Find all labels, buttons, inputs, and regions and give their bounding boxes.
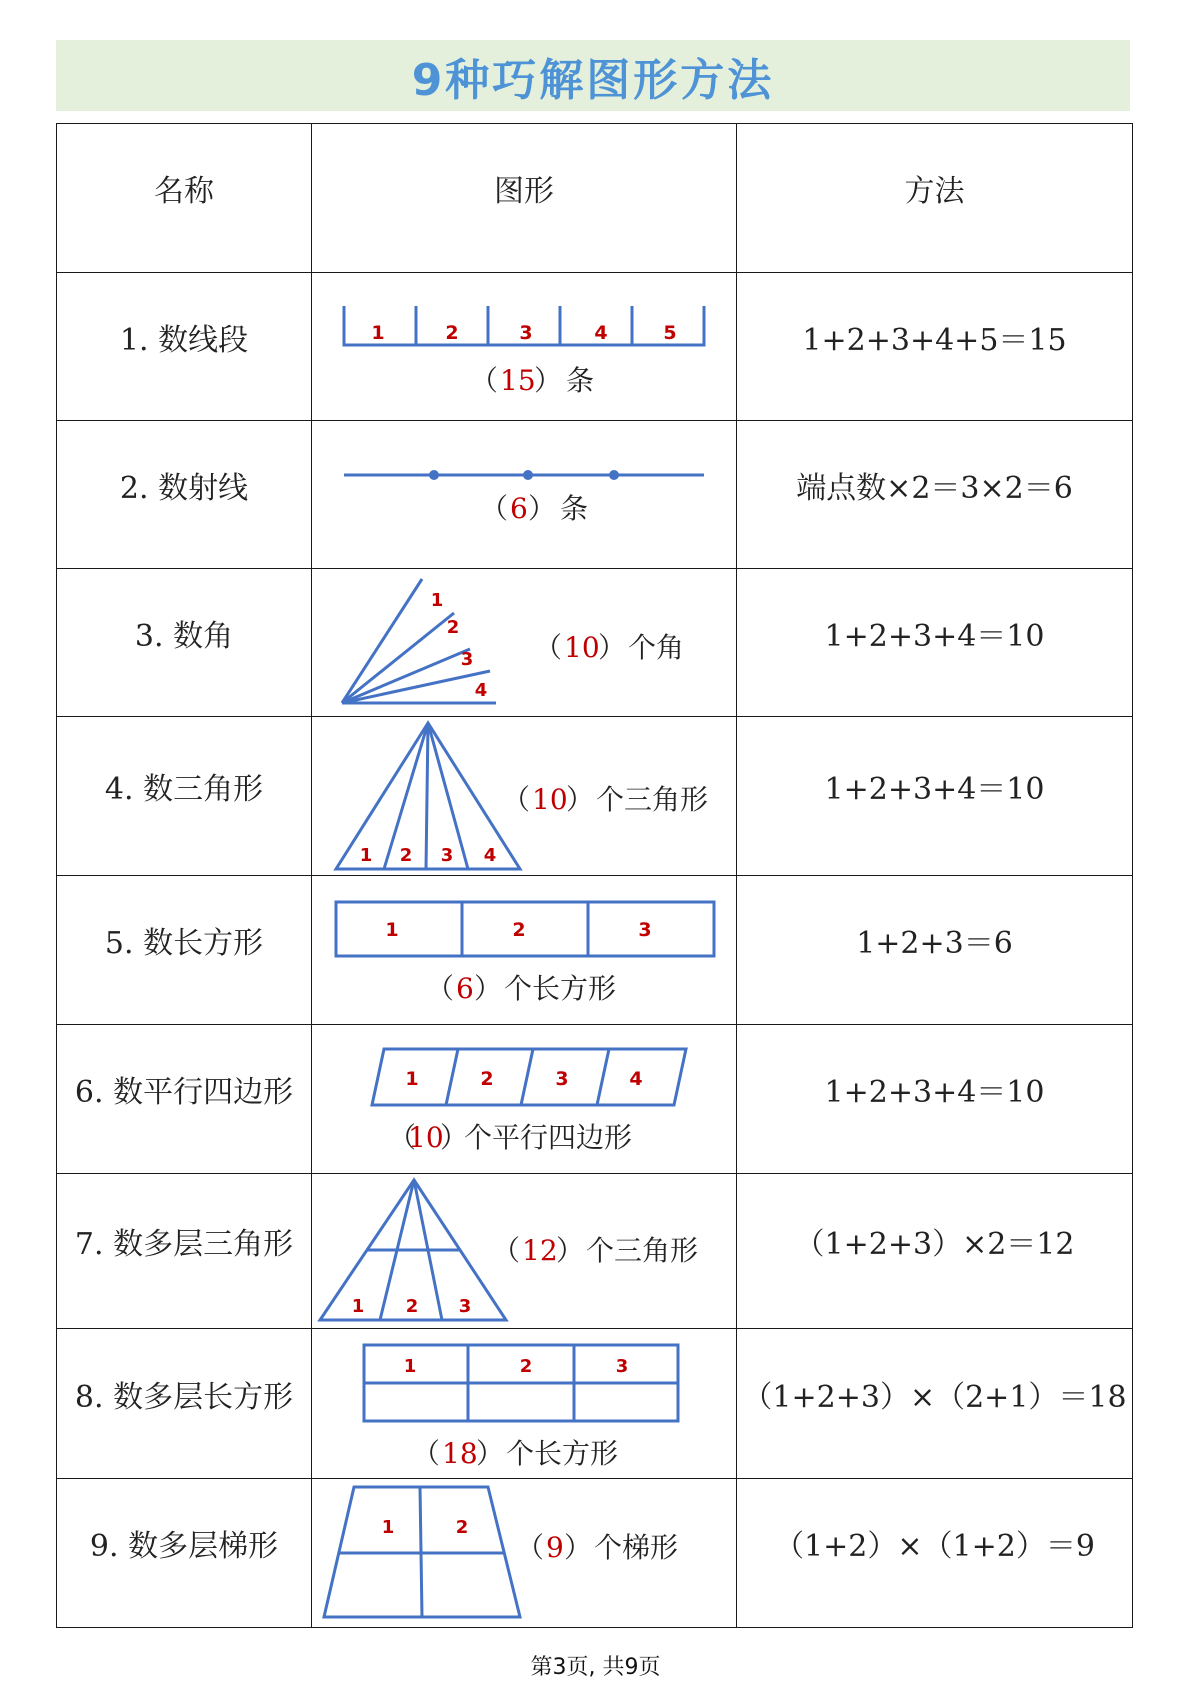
svg-text:）: ） bbox=[566, 783, 595, 816]
svg-text:（: （ bbox=[426, 972, 455, 1005]
table-row bbox=[57, 273, 1133, 421]
trapezoid-label: 1 bbox=[381, 1517, 395, 1538]
triangle-label: 1 bbox=[351, 1296, 365, 1317]
parallelogram-label: 3 bbox=[555, 1068, 569, 1090]
answer-unit: 条 bbox=[560, 492, 589, 525]
triangle-label: 3 bbox=[440, 845, 454, 866]
rectangle-label: 2 bbox=[512, 919, 526, 941]
segment-label: 2 bbox=[445, 322, 459, 344]
answer-unit: 个长方形 bbox=[504, 972, 617, 1005]
answer-count: 10 bbox=[564, 631, 600, 664]
row-method: 1+2+3+4＝10 bbox=[737, 717, 1133, 876]
figure-rectangles bbox=[312, 876, 737, 1025]
table-row bbox=[57, 1025, 1133, 1174]
answer-count: 9 bbox=[546, 1531, 564, 1564]
angle-label: 4 bbox=[474, 680, 488, 701]
answer-count: 12 bbox=[522, 1234, 558, 1267]
figure-multi-layer-triangles bbox=[312, 1174, 737, 1329]
row-name: 4. 数三角形 bbox=[57, 717, 312, 876]
rectangle-label: 1 bbox=[385, 919, 399, 941]
row-name: 9. 数多层梯形 bbox=[57, 1479, 312, 1628]
svg-text:）: ） bbox=[556, 1234, 585, 1267]
svg-text:）: ） bbox=[564, 1531, 593, 1564]
row-method: 1+2+3+4+5＝15 bbox=[737, 273, 1133, 421]
row-name: 3. 数角 bbox=[57, 569, 312, 717]
segment-label: 4 bbox=[594, 322, 608, 344]
header-figure: 图形 bbox=[312, 124, 737, 273]
figure-multi-layer-trapezoids bbox=[312, 1479, 737, 1628]
row-name: 7. 数多层三角形 bbox=[57, 1174, 312, 1329]
svg-text:（: （ bbox=[516, 1531, 545, 1564]
triangle-label: 1 bbox=[359, 845, 373, 866]
header-name: 名称 bbox=[57, 124, 312, 273]
row-name: 5. 数长方形 bbox=[57, 876, 312, 1025]
header-method: 方法 bbox=[737, 124, 1133, 273]
figure-line-segments bbox=[312, 273, 737, 421]
figure-rays bbox=[312, 421, 737, 569]
row-method: 1+2+3+4＝10 bbox=[737, 1025, 1133, 1174]
answer-count: 18 bbox=[442, 1437, 478, 1470]
triangle-label: 4 bbox=[483, 845, 497, 866]
triangle-label: 3 bbox=[458, 1296, 472, 1317]
svg-text:（: （ bbox=[412, 1437, 441, 1470]
angle-label: 2 bbox=[446, 617, 460, 638]
row-method: （1+2）×（1+2）＝9 bbox=[737, 1479, 1133, 1628]
svg-text:（: （ bbox=[480, 492, 509, 525]
table-row bbox=[57, 1329, 1133, 1479]
answer-unit: 条 bbox=[566, 364, 595, 397]
row-name: 6. 数平行四边形 bbox=[57, 1025, 312, 1174]
answer-unit: 个三角形 bbox=[586, 1234, 699, 1267]
segment-label: 1 bbox=[371, 322, 385, 344]
table-row bbox=[57, 421, 1133, 569]
parallelogram-label: 2 bbox=[480, 1068, 494, 1090]
svg-text:（: （ bbox=[388, 1121, 417, 1154]
segment-label: 3 bbox=[519, 322, 533, 344]
answer-unit: 个三角形 bbox=[596, 783, 709, 816]
rectangle-label: 1 bbox=[403, 1356, 417, 1377]
row-method: 1+2+3＝6 bbox=[737, 876, 1133, 1025]
page-title: 9种巧解图形方法 bbox=[411, 54, 775, 106]
triangle-label: 2 bbox=[399, 845, 413, 866]
rectangle-label: 3 bbox=[615, 1356, 629, 1377]
svg-text:）: ） bbox=[474, 972, 503, 1005]
angle-label: 3 bbox=[460, 649, 474, 670]
answer-unit: 个角 bbox=[628, 631, 685, 664]
methods-table bbox=[56, 123, 1133, 1628]
row-method: （1+2+3）×2＝12 bbox=[737, 1174, 1133, 1329]
svg-text:）: ） bbox=[598, 631, 627, 664]
figure-parallelograms bbox=[312, 1025, 737, 1174]
answer-unit: 个平行四边形 bbox=[464, 1121, 633, 1154]
row-method: （1+2+3）×（2+1）＝18 bbox=[737, 1329, 1133, 1479]
table-row bbox=[57, 1479, 1133, 1628]
segment-label: 5 bbox=[663, 322, 677, 344]
svg-text:）: ） bbox=[440, 1121, 469, 1154]
page-footer: 第3页, 共9页 bbox=[530, 1655, 661, 1680]
svg-text:（: （ bbox=[502, 783, 531, 816]
svg-text:（: （ bbox=[470, 364, 499, 397]
row-name: 8. 数多层长方形 bbox=[57, 1329, 312, 1479]
parallelogram-label: 1 bbox=[405, 1068, 419, 1090]
title-banner bbox=[56, 40, 1130, 111]
rectangle-label: 3 bbox=[638, 919, 652, 941]
triangle-label: 2 bbox=[405, 1296, 419, 1317]
answer-count: 6 bbox=[510, 492, 528, 525]
parallelogram-label: 4 bbox=[629, 1068, 643, 1090]
angle-label: 1 bbox=[430, 590, 444, 611]
rectangle-label: 2 bbox=[519, 1356, 533, 1377]
svg-text:（: （ bbox=[534, 631, 563, 664]
answer-count: 10 bbox=[408, 1121, 444, 1154]
row-name: 2. 数射线 bbox=[57, 421, 312, 569]
answer-unit: 个长方形 bbox=[506, 1437, 619, 1470]
svg-text:（: （ bbox=[492, 1234, 521, 1267]
table-row bbox=[57, 876, 1133, 1025]
svg-text:）: ） bbox=[528, 492, 557, 525]
row-method: 1+2+3+4＝10 bbox=[737, 569, 1133, 717]
table-row bbox=[57, 1174, 1133, 1329]
answer-count: 6 bbox=[456, 972, 474, 1005]
trapezoid-label: 2 bbox=[455, 1517, 469, 1538]
answer-count: 10 bbox=[532, 783, 568, 816]
table-row bbox=[57, 569, 1133, 717]
answer-unit: 个梯形 bbox=[594, 1531, 679, 1564]
svg-text:）: ） bbox=[534, 364, 563, 397]
figure-triangles bbox=[312, 717, 737, 876]
answer-count: 15 bbox=[500, 364, 536, 397]
svg-text:）: ） bbox=[476, 1437, 505, 1470]
figure-multi-layer-rectangles bbox=[312, 1329, 737, 1479]
table-row bbox=[57, 717, 1133, 876]
row-name: 1. 数线段 bbox=[57, 273, 312, 421]
figure-angles bbox=[312, 569, 737, 717]
table-header-row bbox=[57, 124, 1133, 273]
row-method: 端点数×2＝3×2＝6 bbox=[737, 421, 1133, 569]
